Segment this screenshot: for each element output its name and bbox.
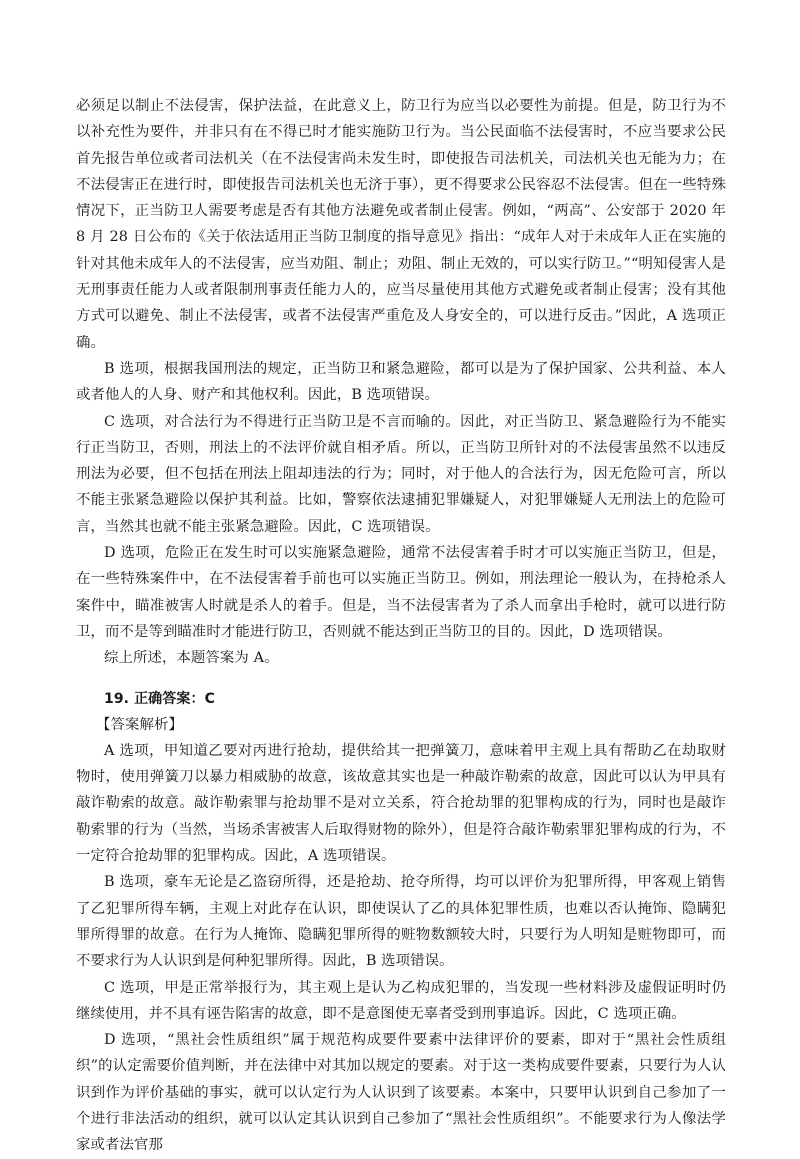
paragraph-continuation: 必须足以制止不法侵害，保护法益，在此意义上，防卫行为应当以必要性为前提。但是，防卫行为不以补充性为要件，并非只有在不得已时才能实施防卫行为。当公民面临不法侵害时，不应当要求公民首先报告单位或者司法机关（在不法侵害尚未发生时，即使报告司法机关，司法机关也无能为力；在不法侵害正在进行时，即使报告司法机关也无济于事），更不得要求公民容忍不法侵害。但在一些特殊情况下，正当防卫人需要考虑是否有其他方法避免或者制止侵害。例如，“两高”、公安部于 2020 年 8 月 28 日公布的《关于依法适用正当防卫制度的指导意见》指出：“成年人对于未成年人正在实施的针对其他未成年人的不法侵害，应当劝阻、制止；劝阻、制止无效的，可以实行防卫。”“明知侵害人是无刑事责任能力人或者限制刑事责任能力人的，应当尽量使用其他方式避免或者制止侵害；没有其他方式可以避免、制止不法侵害，或者不法侵害严重危及人身安全的，可以进行反击。”因此，A 选项正确。: [76, 98, 726, 351]
paragraph-option-c: C 选项，对合法行为不得进行正当防卫是不言而喻的。因此，对正当防卫、紧急避险行为不能实行正当防卫，否则，刑法上的不法评价就自相矛盾。所以，正当防卫所针对的不法侵害虽然不以违反刑法为必要，但不包括在刑法上阻却违法的行为；同时，对于他人的合法行为，因无危险可言，所以不能主张紧急避险以保护其利益。比如，警察依法逮捕犯罪嫌疑人，对犯罪嫌疑人无刑法上的危险可言，当然其也就不能主张紧急避险。因此，C 选项错误。: [76, 413, 726, 535]
analysis-label: 【答案解析】: [96, 716, 183, 733]
paragraph-19-option-c: C 选项，甲是正常举报行为，其主观上是认为乙构成犯罪的，当发现一些材料涉及虚假证明时仍继续使用，并不具有诬告陷害的故意，即不是意图使无辜者受到刑事追诉。因此，C 选项正确。: [76, 979, 726, 1022]
section-gap: [76, 672, 726, 686]
paragraph-option-d: D 选项，危险正在发生时可以实施紧急避险，通常不法侵害着手时才可以实施正当防卫，但是，在一些特殊案件中，在不法侵害着手前也可以实施正当防卫。例如，刑法理论一般认为，在持枪杀人案件中，瞄准被害人时就是杀人的着手。但是，当不法侵害者为了杀人而拿出手枪时，就可以进行防卫，而不是等到瞄准时才能进行防卫，否则就不能达到正当防卫的目的。因此，D 选项错误。: [76, 545, 726, 640]
answer-heading: 19. 正确答案：C: [104, 690, 215, 707]
paragraph-19-option-b: B 选项，豪车无论是乙盗窃所得，还是抢劫、抢夺所得，均可以评价为犯罪所得，甲客观上销售了乙犯罪所得车辆，主观上对此存在认识，即使误认了乙的具体犯罪性质，也难以否认掩饰、隐瞒犯罪所得罪的故意。在行为人掩饰、隐瞒犯罪所得的赃物数额较大时，只要行为人明知是赃物即可，而不要求行为人认识到是何种犯罪所得。因此，B 选项错误。: [76, 874, 726, 970]
page-body: [76, 93, 726, 1159]
paragraph-19-option-d: D 选项，“黑社会性质组织”属于规范构成要件要素中法律评价的要素，即对于“黑社会性质组织”的认定需要价值判断，并在法律中对其加以规定的要素。对于这一类构成要件要素，只要行为人认识到作为评价基础的事实，就可以认定行为人认识到了该要素。本案中，只要甲认识到自己参加了一个进行非法活动的组织，就可以认定其认识到自己参加了“黑社会性质组织”。不能要求行为人像法学家或者法官那: [76, 1032, 726, 1154]
paragraph-summary: 综上所述，本题答案为 A。: [104, 650, 279, 667]
paragraph-option-b: B 选项，根据我国刑法的规定，正当防卫和紧急避险，都可以是为了保护国家、公共利益、本人或者他人的人身、财产和其他权利。因此，B 选项错误。: [76, 360, 726, 404]
paragraph-19-option-a: A 选项，甲知道乙要对丙进行抢劫，提供给其一把弹簧刀，意味着甲主观上具有帮助乙在劫取财物时，使用弹簧刀以暴力相威胁的故意，该故意其实也是一种敲诈勒索的故意，因此可以认为甲具有敲诈勒索的故意。敲诈勒索罪与抢劫罪不是对立关系，符合抢劫罪的犯罪构成的行为，同时也是敲诈勒索罪的行为（当然，当场杀害被害人后取得财物的除外），但是符合敲诈勒索罪犯罪构成的行为，不一定符合抢劫罪的犯罪构成。因此，A 选项错误。: [76, 742, 726, 865]
